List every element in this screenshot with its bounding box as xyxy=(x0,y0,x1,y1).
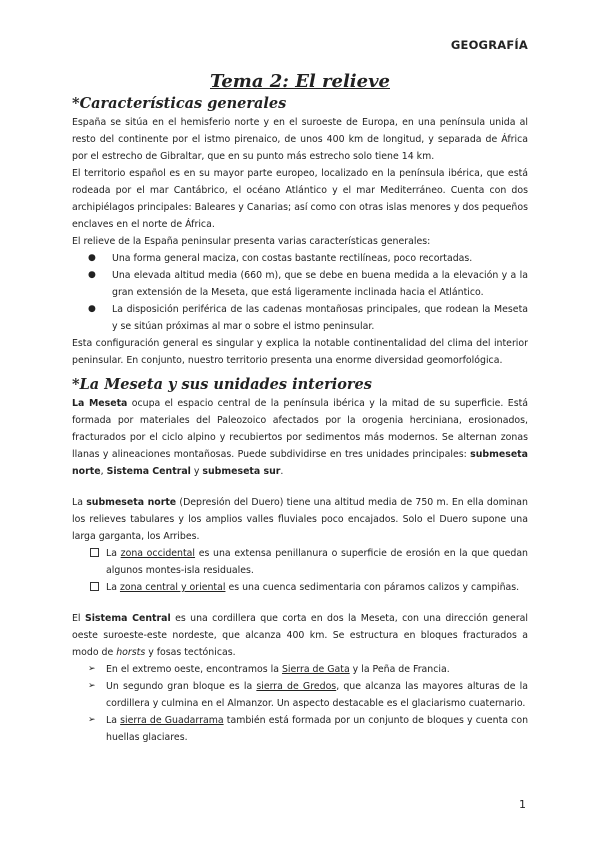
list-item: La zona central y oriental es una cuenca sedimentaria con páramos calizos y campiñas. xyxy=(72,579,528,596)
term-submeseta-norte-heading: submeseta norte xyxy=(86,497,177,508)
section-heading-caracteristicas: *Características generales xyxy=(72,95,287,112)
term-meseta: La Meseta xyxy=(72,398,128,409)
bullet-icon: ● xyxy=(88,304,96,314)
bullet-icon: ● xyxy=(88,270,96,280)
term-submeseta-sur: submeseta sur xyxy=(202,466,281,477)
list-item-text: Una elevada altitud media (660 m), que se debe en buena medida a la elevación y a la gran extensión de la Meseta, que está ligeramente inclinada hacia el Atlántico. xyxy=(112,270,528,298)
paragraph-sistema-central: El Sistema Central es una cordillera que corta en dos la Meseta, con una dirección general oeste suroeste-este nordeste, que alcanza 400 km. Se estructura en bloques fracturados a modo de horsts y fosas tectónicas. xyxy=(72,613,528,658)
underlined-term: Sierra de Gata xyxy=(281,664,350,675)
list-item xyxy=(72,301,528,335)
paragraph-conclusion: Esta configuración general es singular y explica la notable continentalidad del clima del interior peninsular. En conjunto, nuestro territorio presenta una enorme diversidad geomorfológica. xyxy=(72,338,528,366)
checkbox-icon xyxy=(90,582,99,591)
list-item: ➢ La sierra de Guadarrama también está formada por un conjunto de bloques y cuenta con huellas glaciares. xyxy=(72,712,528,746)
sistema-central-list xyxy=(72,661,528,746)
page-number: 1 xyxy=(519,798,526,811)
list-item-text: La disposición periférica de las cadenas montañosas principales, que rodean la Meseta y se sitúan próximas al mar o sobre el istmo peninsular. xyxy=(112,304,528,332)
list-item: ➢ Un segundo gran bloque es la sierra de Gredos, que alcanza las mayores alturas de la cordillera y culmina en el Almanzor. Un aspecto destacable es el glaciarismo cuaternario. xyxy=(72,678,528,712)
document-body xyxy=(72,70,528,746)
characteristics-list xyxy=(72,250,528,335)
paragraph-relieve-intro: El relieve de la España peninsular presenta varias características generales: xyxy=(72,236,431,247)
list-item: La zona occidental es una extensa penillanura o superficie de erosión en la que quedan algunos montes-isla residuales. xyxy=(72,545,528,579)
term-submeseta-norte: submeseta norte xyxy=(72,449,528,477)
underlined-term: zona occidental xyxy=(120,548,196,559)
list-item xyxy=(72,250,528,267)
underlined-term: sierra de Gredos xyxy=(256,681,337,692)
arrow-bullet-icon: ➢ xyxy=(88,715,96,725)
bullet-icon: ● xyxy=(88,253,96,263)
paragraph-submeseta-norte: La submeseta norte (Depresión del Duero) tiene una altitud media de 750 m. En ella dominan los relieves tabulares y los amplios valles fluviales poco encajados. Solo el Duero supone una larga garganta, los Arribes. xyxy=(72,497,528,542)
term-horsts: horsts xyxy=(116,647,146,658)
paragraph-territorio: El territorio español es en su mayor parte europeo, localizado en la península ibérica, que está rodeada por el mar Cantábrico, el océano Atlántico y el mar Mediterráneo. Cuenta con dos archipiélagos principales: Baleares y Canarias; así como con otras islas menores y dos pequeños enclaves en el norte de África. xyxy=(72,168,528,230)
checkbox-icon xyxy=(90,548,99,557)
list-item xyxy=(72,267,528,301)
underlined-term: sierra de Guadarrama xyxy=(120,715,224,726)
section-heading-meseta: *La Meseta y sus unidades interiores xyxy=(72,376,372,393)
term-sistema-central-heading: Sistema Central xyxy=(84,613,171,624)
underlined-term: zona central y oriental xyxy=(119,582,226,593)
paragraph-meseta-intro: La Meseta ocupa el espacio central de la península ibérica y la mitad de su superficie. Está formada por materiales del Paleozoico afectados por la orogenia herciniana, erosionados, fracturados por el ciclo alpino y recubiertos por sedimentos más modernos. Se alternan zonas llanas y alineaciones montañosas. Puede subdividirse en tres unidades principales: submeseta norte, Sistema Central y submeseta sur. xyxy=(72,398,529,477)
submeseta-norte-zones-list xyxy=(72,545,528,596)
page-title: Tema 2: El relieve xyxy=(210,71,390,92)
paragraph-situacion: España se sitúa en el hemisferio norte y en el suroeste de Europa, en una península unida al resto del continente por el istmo pirenaico, de unos 400 km de longitud, y separada de África por el estrecho de Gibraltar, que en su punto más estrecho solo tiene 14 km. xyxy=(72,117,528,162)
arrow-bullet-icon: ➢ xyxy=(88,681,96,691)
header-subject: GEOGRAFÍA xyxy=(450,38,528,52)
term-sistema-central: Sistema Central xyxy=(106,466,191,477)
list-item: ➢ En el extremo oeste, encontramos la Sierra de Gata y la Peña de Francia. xyxy=(72,661,528,678)
arrow-bullet-icon: ➢ xyxy=(88,664,96,674)
list-item-text: Una forma general maciza, con costas bastante rectilíneas, poco recortadas. xyxy=(112,253,473,264)
